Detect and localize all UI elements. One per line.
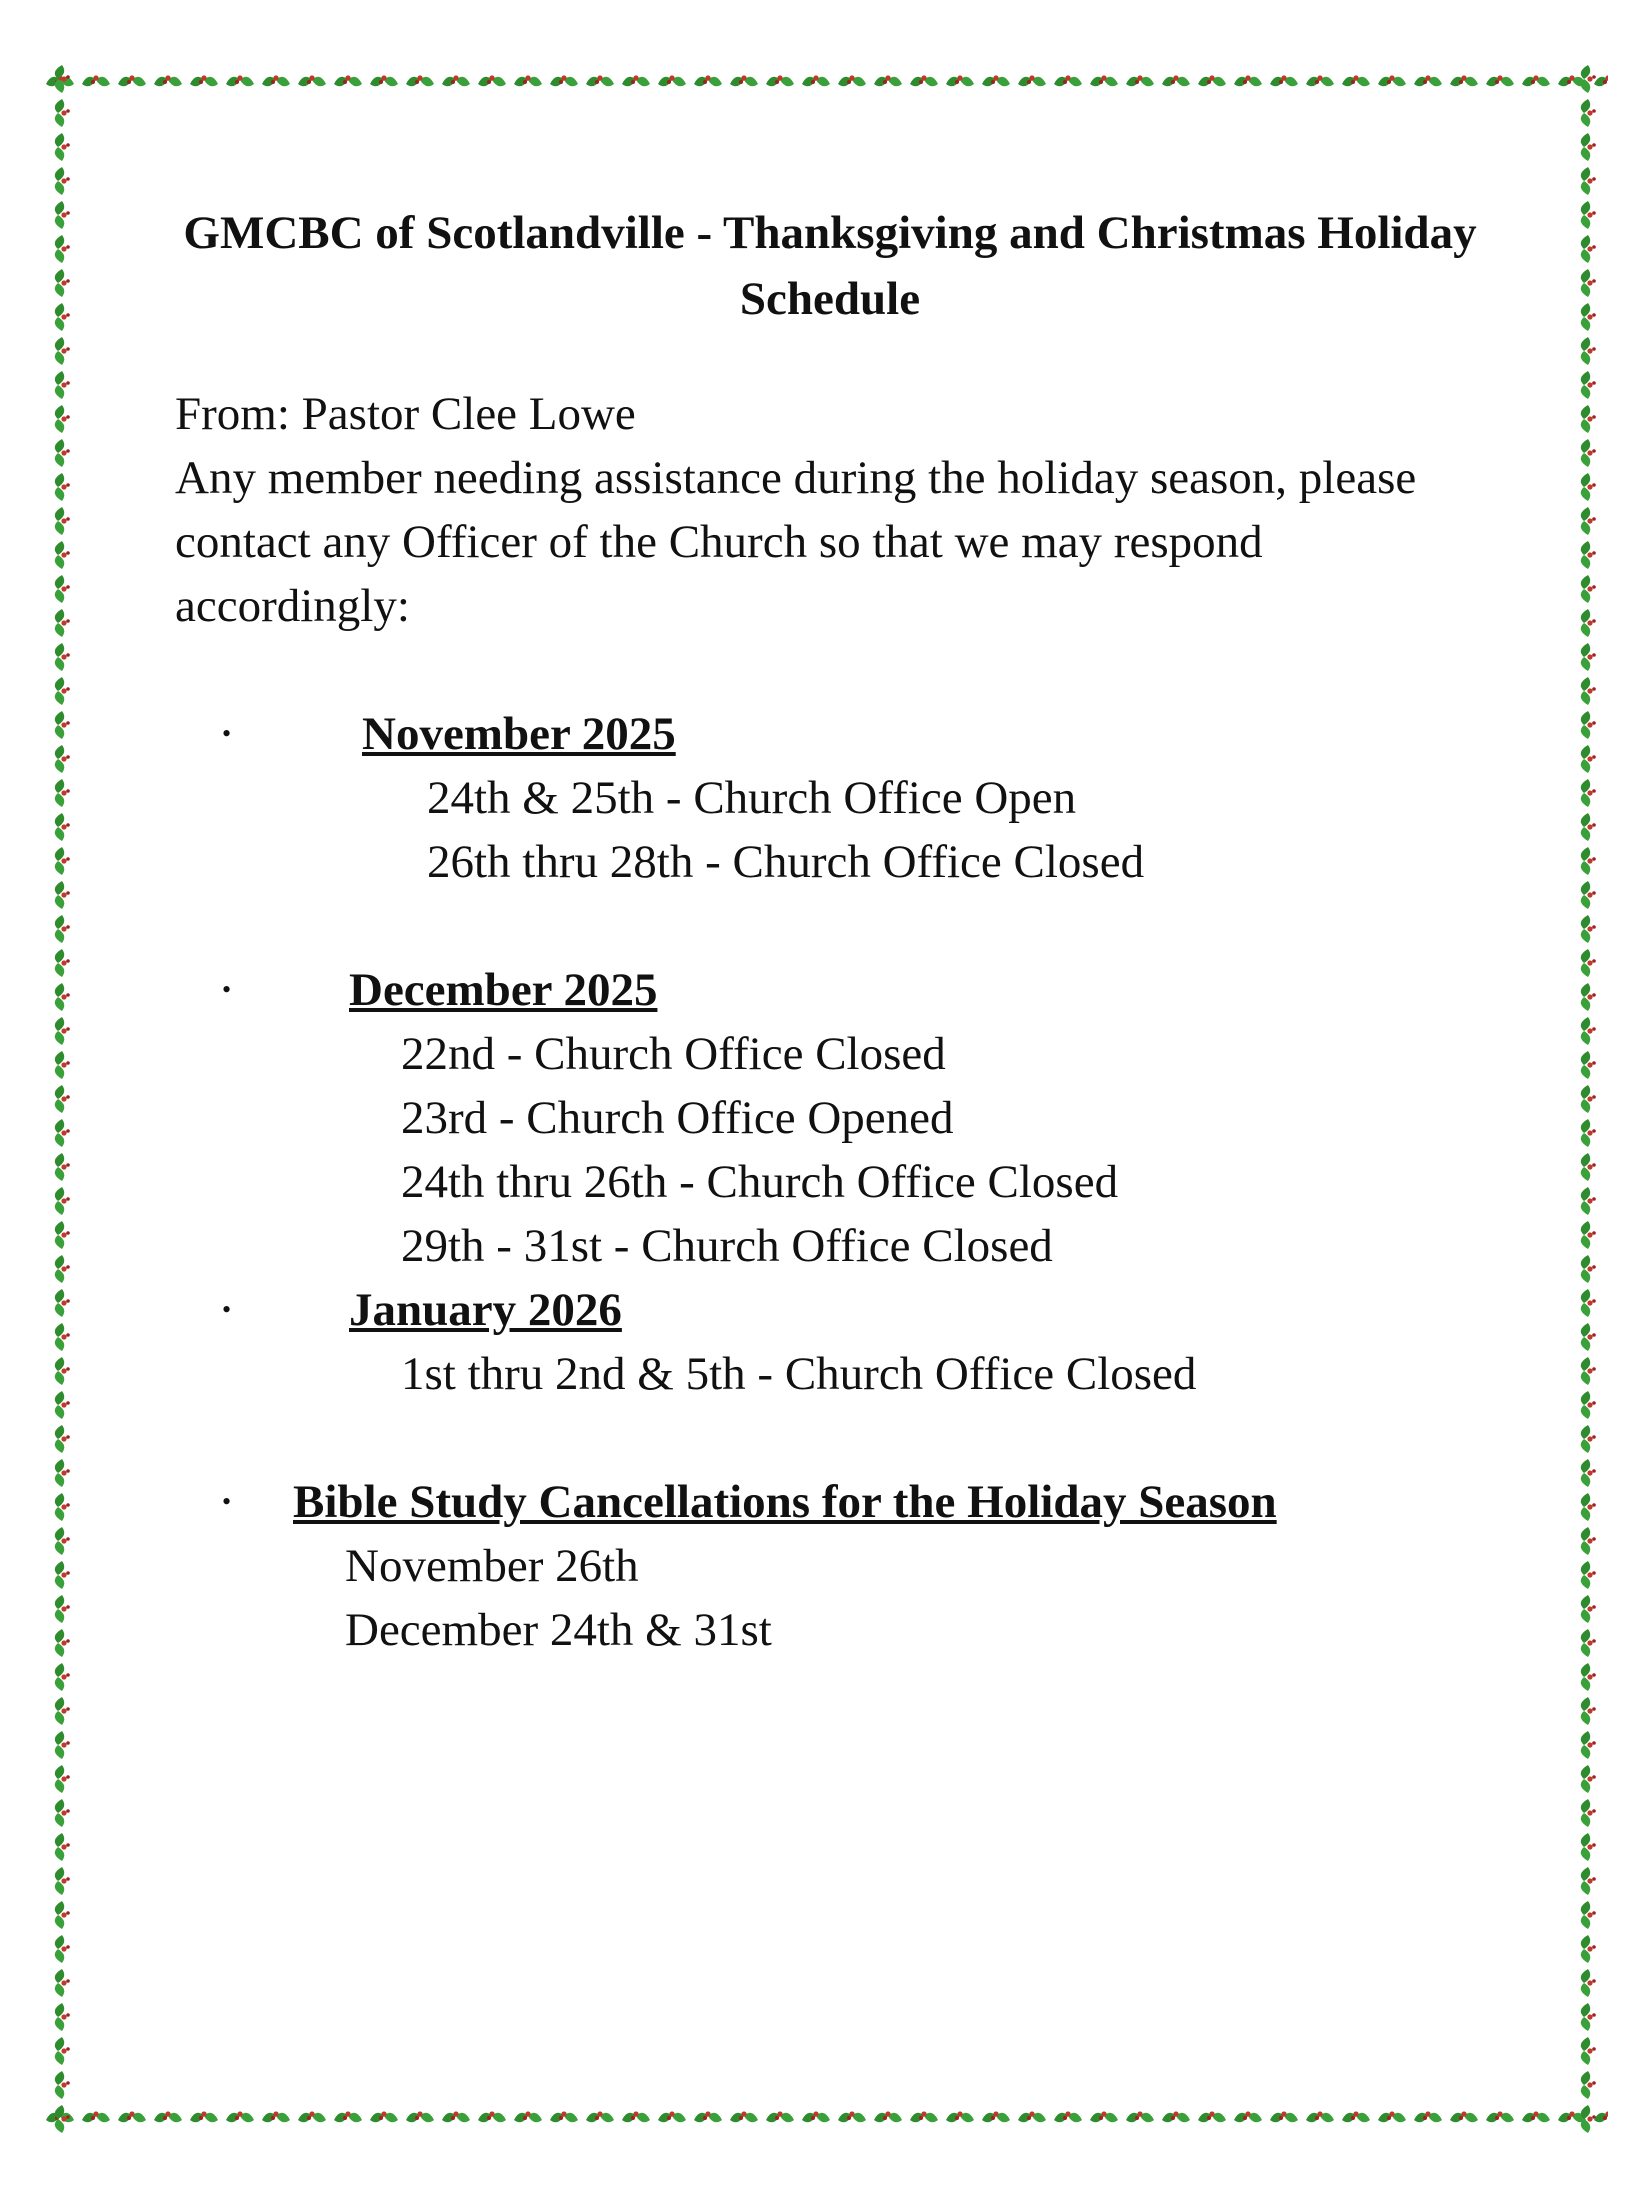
bullet-icon: • bbox=[222, 975, 232, 1004]
schedule-line: 22nd - Church Office Closed bbox=[401, 1028, 946, 1080]
schedule-line: 24th & 25th - Church Office Open bbox=[427, 772, 1077, 824]
section-heading: January 2026 bbox=[349, 1284, 622, 1336]
bullet-icon: • bbox=[222, 1487, 232, 1516]
schedule-line: November 26th bbox=[345, 1540, 639, 1592]
holly-border-right bbox=[1568, 62, 1608, 2138]
schedule-section-bible-study bbox=[175, 1470, 1475, 1662]
holly-border-bottom bbox=[42, 2098, 1608, 2138]
schedule-line: 29th - 31st - Church Office Closed bbox=[401, 1220, 1053, 1272]
schedule-line: 1st thru 2nd & 5th - Church Office Closed bbox=[401, 1348, 1197, 1400]
section-heading: Bible Study Cancellations for the Holiday Season bbox=[293, 1476, 1277, 1528]
section-heading: November 2025 bbox=[362, 708, 676, 760]
schedule-line: December 24th & 31st bbox=[345, 1604, 772, 1656]
schedule-section-december bbox=[175, 958, 1475, 1278]
schedule-line: 23rd - Church Office Opened bbox=[401, 1092, 954, 1144]
schedule-line: 26th thru 28th - Church Office Closed bbox=[427, 836, 1145, 888]
schedule-section-november bbox=[175, 702, 1475, 894]
intro-paragraph: Any member needing assistance during the holiday season, please contact any Officer of the Church so that we may respond accordingly: bbox=[175, 452, 1417, 632]
holly-border-icon bbox=[1568, 62, 1608, 2138]
bullet-icon: • bbox=[222, 1295, 232, 1324]
holly-border-icon bbox=[42, 62, 82, 2138]
schedule-section-january bbox=[175, 1278, 1475, 1406]
holly-border-left bbox=[42, 62, 82, 2138]
document-body bbox=[175, 200, 1475, 1662]
document-title: GMCBC of Scotlandville - Thanksgiving and Christmas Holiday Schedule bbox=[183, 207, 1477, 325]
section-heading: December 2025 bbox=[349, 964, 658, 1016]
holly-border-icon bbox=[42, 2098, 1608, 2138]
holly-border-top bbox=[42, 62, 1608, 102]
holly-border-icon bbox=[42, 62, 1608, 102]
bullet-icon: • bbox=[222, 719, 232, 748]
schedule-line: 24th thru 26th - Church Office Closed bbox=[401, 1156, 1119, 1208]
from-line: From: Pastor Clee Lowe bbox=[175, 388, 636, 440]
